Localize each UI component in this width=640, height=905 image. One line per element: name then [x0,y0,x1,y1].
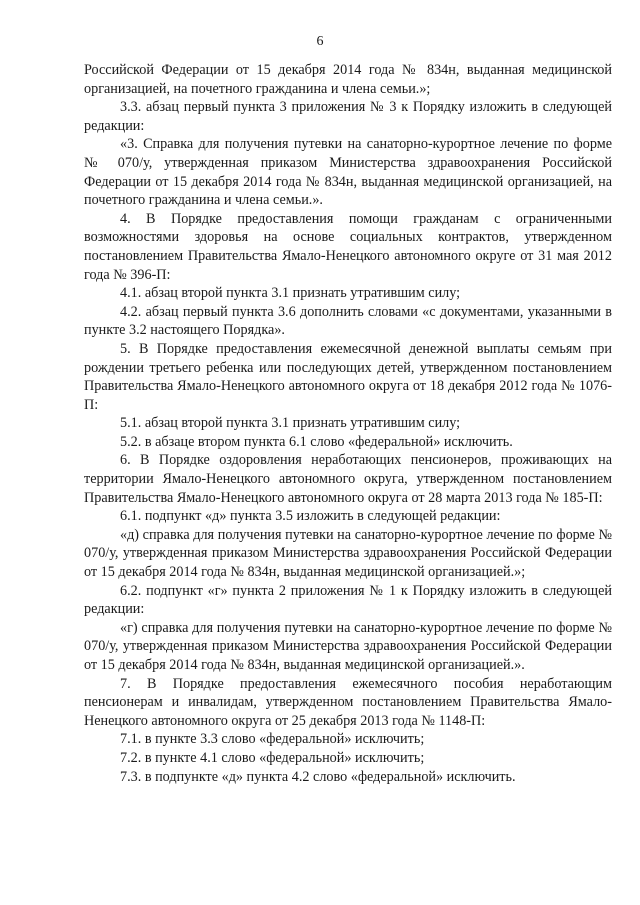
paragraph-10: 6. В Порядке оздоровления неработающих пенсионеров, проживающих на территории Ямало-Ненецкого автономного округа, утвержденном постановлением Правительства Ямало-Ненецкого автономного округа от 28 марта 2013 года № 185-П: [84,452,612,506]
document-body [84,61,612,786]
paragraph-2: 3.3. абзац первый пункта 3 приложения № 3 к Порядку изложить в следующей редакции: [84,99,612,134]
paragraph-8: 5.1. абзац второй пункта 3.1 признать утратившим силу; [120,415,461,432]
paragraph-14: «г) справка для получения путевки на санаторно-курортное лечение по форме № 070/у, утвержденная приказом Министерства здравоохранения Российской Федерации от 15 декабря 2014 года № 834н, выданная медицинской организацией.». [84,619,612,673]
paragraph-5: 4.1. абзац второй пункта 3.1 признать утратившим силу; [120,285,461,302]
paragraph-4: 4. В Порядке предоставления помощи гражданам с ограниченными возможностями здоровья на основе социальных контрактов, утвержденном постановлением Правительства Ямало-Ненецкого автономного округе от 31 мая 2012 года № 396-П: [84,210,612,283]
paragraph-17: 7.2. в пункте 4.1 слово «федеральной» исключить; [120,749,425,766]
paragraph-13: 6.2. подпункт «г» пункта 2 приложения № 1 к Порядку изложить в следующей редакции: [84,582,612,618]
paragraph-16: 7.1. в пункте 3.3 слово «федеральной» исключить; [120,731,425,748]
paragraph-11: 6.1. подпункт «д» пункта 3.5 изложить в следующей редакции: [120,508,501,525]
paragraph-9: 5.2. в абзаце втором пункта 6.1 слово «федеральной» исключить. [120,433,513,450]
paragraph-12: «д) справка для получения путевки на санаторно-курортное лечение по форме № 070/у, утвержденная приказом Министерства здравоохранения Российской Федерации от 15 декабря 2014 года № 834н, выданная медицинской организацией.»; [84,526,612,581]
paragraph-1: Российской Федерации от 15 декабря 2014 года № 834н, выданная медицинской организацией, на почетного гражданина и члена семьи.»; [84,62,612,97]
paragraph-6: 4.2. абзац первый пункта 3.6 дополнить словами «с документами, указанными в пункте 3.2 настоящего Порядка». [84,303,612,339]
page-number: 6 [316,34,324,49]
paragraph-3: «3. Справка для получения путевки на санаторно-курортное лечение по форме № 070/у, утвержденная приказом Министерства здравоохранения Российской Федерации от 15 декабря 2014 года № 834н, выданная медицинской организацией, на почетного гражданина и члена семьи.». [84,136,612,209]
paragraph-15: 7. В Порядке предоставления ежемесячного пособия неработающим пенсионерам и инвалидам, утвержденном постановлением Правительства Ямало-Ненецкого автономного округа от 25 декабря 2013 года № 1148-П: [84,675,612,729]
paragraph-7: 5. В Порядке предоставления ежемесячной денежной выплаты семьям при рождении третьего ребенка или последующих детей, утвержденном постановлением Правительства Ямало-Ненецкого автономного округа от 18 декабря 2012 года № 1076-П: [84,340,612,413]
paragraph-18: 7.3. в подпункте «д» пункта 4.2 слово «федеральной» исключить. [120,768,516,785]
